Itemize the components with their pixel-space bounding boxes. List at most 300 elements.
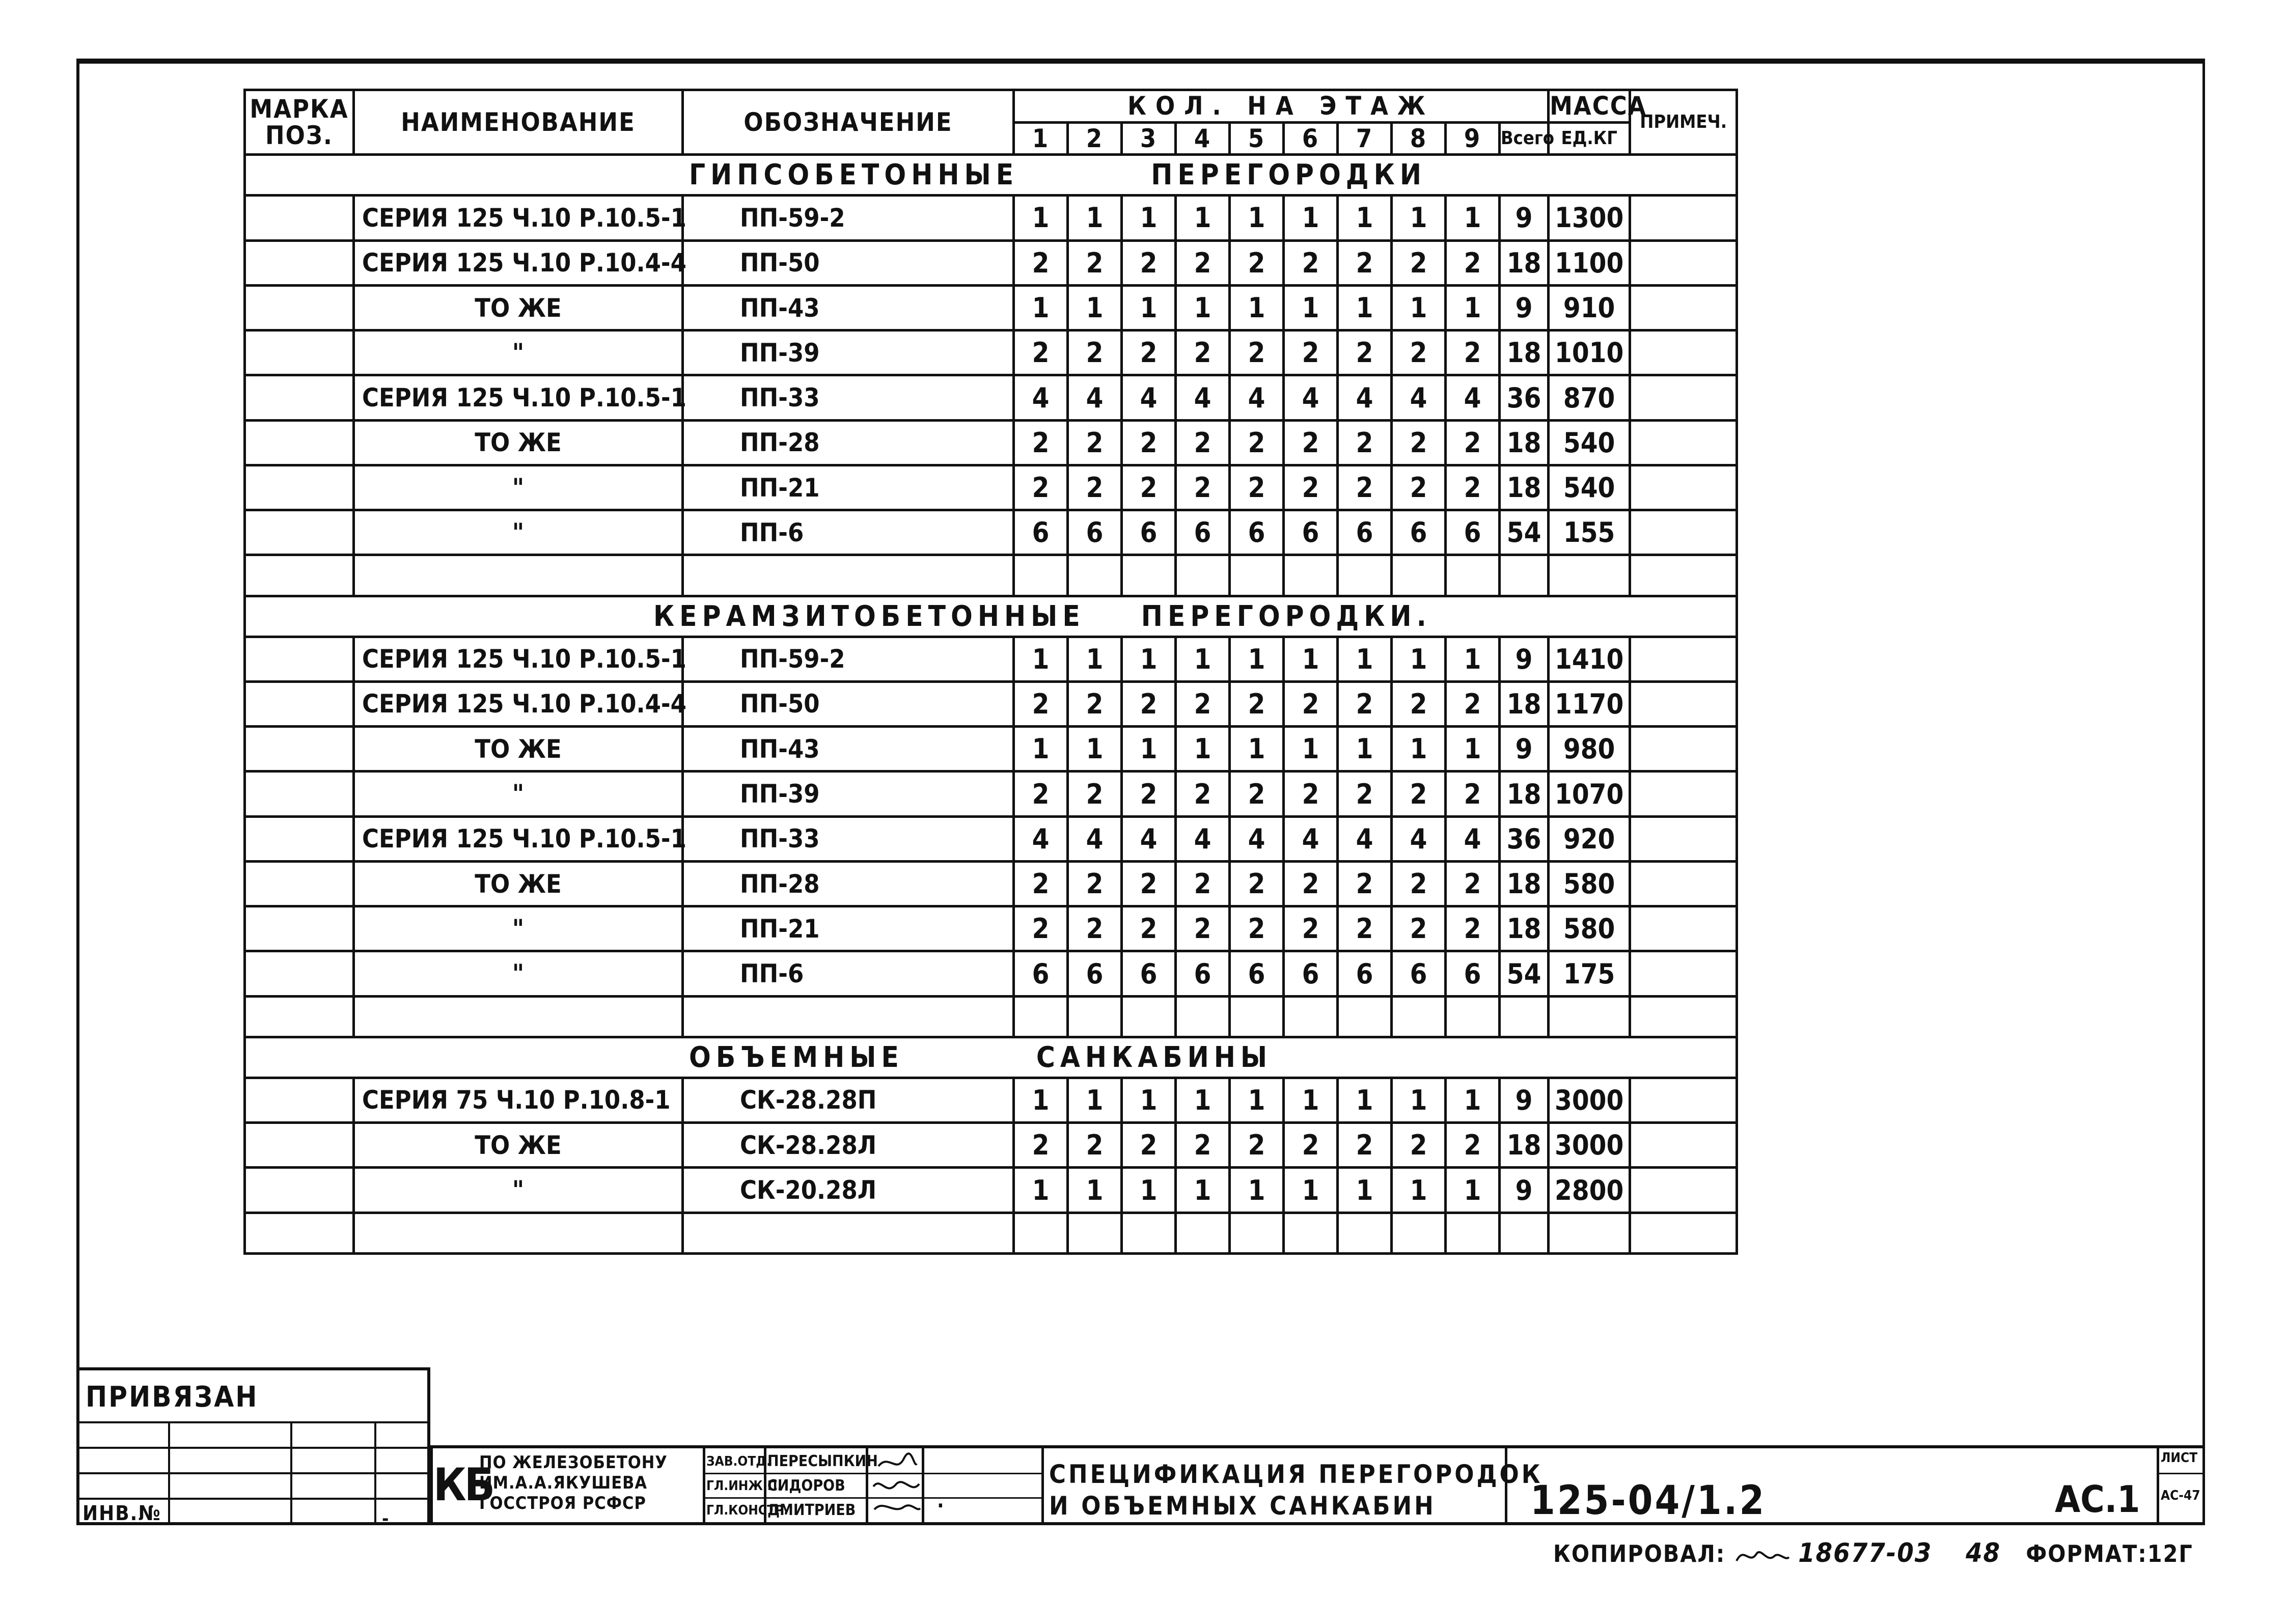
- col-header-floor: 2: [1068, 122, 1122, 155]
- name-cell: ": [354, 1168, 683, 1213]
- qty-cell: 2: [1230, 681, 1284, 726]
- empty-cell: [245, 996, 354, 1037]
- section-row: [245, 596, 1737, 637]
- qty-cell: 1: [1446, 637, 1500, 681]
- designation-cell: ПП-39: [683, 772, 1014, 816]
- qty-cell: 2: [1446, 331, 1500, 375]
- col-header-floor: 5: [1230, 122, 1284, 155]
- qty-cell: 1: [1122, 727, 1176, 772]
- mass-cell: 175: [1549, 951, 1630, 996]
- qty-cell: 2: [1122, 420, 1176, 465]
- designation-cell: ПП-6: [683, 510, 1014, 555]
- total-cell: 18: [1500, 681, 1549, 726]
- designation-cell: ПП-59-2: [683, 196, 1014, 240]
- qty-cell: 2: [1392, 772, 1446, 816]
- qty-cell: 2: [1176, 465, 1230, 510]
- title-line: И ОБЪЕМНЫХ САНКАБИН: [1049, 1491, 1436, 1521]
- copyist-signature: [1734, 1543, 1790, 1568]
- col-header-mark: МАРКА ПОЗ.: [245, 90, 354, 155]
- qty-cell: 2: [1392, 465, 1446, 510]
- col-header-floor: 6: [1284, 122, 1338, 155]
- qty-cell: 2: [1230, 420, 1284, 465]
- name-cell: СЕРИЯ 125 Ч.10 Р.10.5-1: [354, 637, 683, 681]
- qty-cell: 1: [1230, 1168, 1284, 1213]
- empty-cell: [1122, 996, 1176, 1037]
- col-header-floor: 1: [1014, 122, 1068, 155]
- designation-cell: ПП-43: [683, 727, 1014, 772]
- empty-cell: [1068, 996, 1122, 1037]
- qty-cell: 4: [1338, 816, 1392, 861]
- rule: [290, 1421, 292, 1523]
- rule: [764, 1448, 766, 1525]
- qty-cell: 6: [1068, 510, 1122, 555]
- qty-cell: 2: [1176, 861, 1230, 906]
- qty-cell: 2: [1068, 861, 1122, 906]
- qty-cell: 1: [1014, 1078, 1068, 1122]
- empty-cell: [1176, 996, 1230, 1037]
- name-cell: ТО ЖЕ: [354, 285, 683, 330]
- empty-cell: [1549, 555, 1630, 596]
- designation-cell: ПП-6: [683, 951, 1014, 996]
- qty-cell: 4: [1176, 375, 1230, 420]
- person-name: ДМИТРИЕВ: [767, 1501, 856, 1519]
- name-cell: ": [354, 951, 683, 996]
- qty-cell: 2: [1284, 240, 1338, 285]
- qty-cell: 1: [1068, 196, 1122, 240]
- total-cell: 9: [1500, 196, 1549, 240]
- section-title: [245, 596, 1737, 637]
- empty-cell: [1500, 555, 1549, 596]
- total-cell: 18: [1500, 906, 1549, 951]
- qty-cell: 2: [1122, 240, 1176, 285]
- mark-cell: [245, 816, 354, 861]
- mass-cell: 1070: [1549, 772, 1630, 816]
- note-cell: [1630, 1078, 1737, 1122]
- empty-cell: [1549, 996, 1630, 1037]
- empty-cell: [683, 996, 1014, 1037]
- copy-number: 18677-03: [1798, 1538, 1933, 1568]
- col-header-name: НАИМЕНОВАНИЕ: [354, 90, 683, 155]
- privyazan-label: ПРИВЯЗАН: [86, 1381, 259, 1414]
- qty-cell: 1: [1284, 1078, 1338, 1122]
- designation-cell: ПП-33: [683, 375, 1014, 420]
- qty-cell: 2: [1122, 331, 1176, 375]
- table-row: [245, 510, 1737, 555]
- qty-cell: 2: [1230, 861, 1284, 906]
- qty-cell: 1: [1014, 285, 1068, 330]
- privyazan-block: [76, 1367, 430, 1523]
- mass-cell: 980: [1549, 727, 1630, 772]
- person-name: ПЕРЕСЫПКИН: [767, 1452, 878, 1470]
- qty-cell: 4: [1392, 816, 1446, 861]
- role-label: ГЛ.КОНСТР.: [706, 1503, 788, 1518]
- table-row: [245, 681, 1737, 726]
- rule: [922, 1448, 924, 1525]
- qty-cell: 1: [1122, 285, 1176, 330]
- org-line: ГОССТРОЯ РСФСР: [479, 1493, 646, 1513]
- total-cell: 54: [1500, 951, 1549, 996]
- col-header-total: Всего: [1500, 122, 1549, 155]
- qty-cell: 1: [1392, 285, 1446, 330]
- note-cell: [1630, 285, 1737, 330]
- qty-cell: 4: [1014, 375, 1068, 420]
- qty-cell: 2: [1446, 1123, 1500, 1168]
- note-cell: [1630, 420, 1737, 465]
- col-header-floor: 7: [1338, 122, 1392, 155]
- rule: [703, 1473, 1041, 1474]
- note-cell: [1630, 510, 1737, 555]
- qty-cell: 2: [1014, 465, 1068, 510]
- mass-cell: 870: [1549, 375, 1630, 420]
- qty-cell: 2: [1014, 681, 1068, 726]
- col-header-floor: 4: [1176, 122, 1230, 155]
- qty-cell: 2: [1338, 681, 1392, 726]
- qty-cell: 2: [1014, 906, 1068, 951]
- qty-cell: 2: [1284, 420, 1338, 465]
- empty-row: [245, 555, 1737, 596]
- name-cell: ТО ЖЕ: [354, 861, 683, 906]
- qty-cell: 4: [1446, 375, 1500, 420]
- empty-cell: [1284, 555, 1338, 596]
- total-cell: 18: [1500, 331, 1549, 375]
- qty-cell: 2: [1068, 681, 1122, 726]
- empty-cell: [683, 555, 1014, 596]
- note-cell: [1630, 331, 1737, 375]
- qty-cell: 1: [1446, 285, 1500, 330]
- total-cell: 36: [1500, 816, 1549, 861]
- rule: [374, 1421, 376, 1523]
- qty-cell: 2: [1284, 1123, 1338, 1168]
- table-row: [245, 816, 1737, 861]
- note-cell: [1630, 727, 1737, 772]
- list-value: АС-47: [2161, 1488, 2200, 1503]
- inventory-number-label: ИНВ.№: [82, 1502, 161, 1525]
- qty-cell: 2: [1176, 420, 1230, 465]
- qty-cell: 2: [1392, 420, 1446, 465]
- mass-cell: 2800: [1549, 1168, 1630, 1213]
- qty-cell: 2: [1176, 681, 1230, 726]
- table-row: [245, 420, 1737, 465]
- designation-cell: ПП-28: [683, 420, 1014, 465]
- empty-cell: [1014, 996, 1068, 1037]
- qty-cell: 2: [1068, 420, 1122, 465]
- qty-cell: 6: [1176, 951, 1230, 996]
- col-header-floor: 3: [1122, 122, 1176, 155]
- qty-cell: 2: [1284, 906, 1338, 951]
- qty-cell: 2: [1230, 772, 1284, 816]
- total-cell: 18: [1500, 420, 1549, 465]
- qty-cell: 6: [1338, 951, 1392, 996]
- empty-cell: [245, 1213, 354, 1253]
- qty-cell: 2: [1446, 465, 1500, 510]
- table-row: [245, 465, 1737, 510]
- mass-cell: 580: [1549, 906, 1630, 951]
- qty-cell: 1: [1014, 196, 1068, 240]
- copy-page: 48: [1965, 1538, 2001, 1568]
- specification-table: [243, 89, 1738, 1255]
- designation-cell: СК-20.28Л: [683, 1168, 1014, 1213]
- qty-cell: 2: [1014, 331, 1068, 375]
- qty-cell: 2: [1176, 906, 1230, 951]
- qty-cell: 2: [1068, 465, 1122, 510]
- table-row: [245, 196, 1737, 240]
- qty-cell: 2: [1014, 772, 1068, 816]
- section-title-a: КЕРАМЗИТОБЕТОННЫЕ: [653, 599, 1085, 633]
- qty-cell: 1: [1446, 1168, 1500, 1213]
- qty-cell: 2: [1176, 240, 1230, 285]
- name-cell: СЕРИЯ 125 Ч.10 Р.10.4-4: [354, 240, 683, 285]
- empty-cell: [1500, 1213, 1549, 1253]
- table-row: [245, 861, 1737, 906]
- qty-cell: 2: [1122, 1123, 1176, 1168]
- qty-cell: 6: [1284, 951, 1338, 996]
- total-cell: 36: [1500, 375, 1549, 420]
- empty-cell: [245, 555, 354, 596]
- rule: [430, 1448, 433, 1525]
- qty-cell: 2: [1122, 681, 1176, 726]
- total-cell: 9: [1500, 1168, 1549, 1213]
- qty-cell: 6: [1014, 510, 1068, 555]
- empty-cell: [1284, 1213, 1338, 1253]
- total-cell: 9: [1500, 1078, 1549, 1122]
- qty-cell: 2: [1338, 420, 1392, 465]
- name-cell: ТО ЖЕ: [354, 420, 683, 465]
- col-header-floor: 9: [1446, 122, 1500, 155]
- list-label: ЛИСТ: [2161, 1450, 2198, 1466]
- col-header-mass-unit: ЕД.КГ: [1549, 122, 1630, 155]
- designation-cell: ПП-50: [683, 240, 1014, 285]
- qty-cell: 4: [1392, 375, 1446, 420]
- qty-cell: 4: [1230, 375, 1284, 420]
- qty-cell: 2: [1284, 772, 1338, 816]
- mark-cell: [245, 772, 354, 816]
- mark-cell: [245, 1078, 354, 1122]
- qty-cell: 4: [1014, 816, 1068, 861]
- rule: [168, 1421, 170, 1523]
- qty-cell: 6: [1230, 951, 1284, 996]
- name-cell: СЕРИЯ 75 Ч.10 Р.10.8-1: [354, 1078, 683, 1122]
- qty-cell: 1: [1284, 196, 1338, 240]
- total-cell: 18: [1500, 240, 1549, 285]
- qty-cell: 2: [1230, 1123, 1284, 1168]
- qty-cell: 2: [1446, 420, 1500, 465]
- qty-cell: 2: [1068, 772, 1122, 816]
- empty-cell: [1338, 996, 1392, 1037]
- empty-cell: [1392, 996, 1446, 1037]
- table-row: [245, 637, 1737, 681]
- empty-cell: [1176, 1213, 1230, 1253]
- mass-cell: 3000: [1549, 1123, 1630, 1168]
- total-cell: 18: [1500, 1123, 1549, 1168]
- mass-cell: 580: [1549, 861, 1630, 906]
- qty-cell: 1: [1392, 727, 1446, 772]
- qty-cell: 2: [1176, 331, 1230, 375]
- qty-cell: 6: [1122, 951, 1176, 996]
- document-code: 125-04/1.2: [1530, 1478, 1767, 1524]
- mark-cell: [245, 420, 354, 465]
- empty-cell: [1230, 555, 1284, 596]
- mark-cell: [245, 1168, 354, 1213]
- mark-cell: [245, 465, 354, 510]
- note-cell: [1630, 681, 1737, 726]
- designation-cell: ПП-21: [683, 465, 1014, 510]
- qty-cell: 2: [1338, 861, 1392, 906]
- qty-cell: 1: [1338, 196, 1392, 240]
- qty-cell: 1: [1230, 196, 1284, 240]
- mark-cell: [245, 861, 354, 906]
- qty-cell: 4: [1068, 375, 1122, 420]
- rule: [1505, 1448, 1507, 1525]
- note-cell: [1630, 951, 1737, 996]
- col-header-mass: МАССА: [1549, 90, 1630, 123]
- qty-cell: 2: [1014, 240, 1068, 285]
- qty-cell: 2: [1122, 772, 1176, 816]
- mark-cell: [245, 510, 354, 555]
- qty-cell: 1: [1230, 1078, 1284, 1122]
- qty-cell: 1: [1122, 637, 1176, 681]
- table-row: [245, 951, 1737, 996]
- qty-cell: 4: [1284, 375, 1338, 420]
- designation-cell: ПП-28: [683, 861, 1014, 906]
- note-cell: [1630, 1168, 1737, 1213]
- organization-name: [479, 1452, 668, 1513]
- name-cell: СЕРИЯ 125 Ч.10 Р.10.5-1: [354, 816, 683, 861]
- qty-cell: 2: [1338, 772, 1392, 816]
- format-label: ФОРМАТ:12Г: [2026, 1540, 2193, 1567]
- qty-cell: 2: [1122, 465, 1176, 510]
- qty-cell: 4: [1122, 375, 1176, 420]
- qty-cell: 2: [1122, 861, 1176, 906]
- note-cell: [1630, 196, 1737, 240]
- inventory-dash: -: [382, 1508, 389, 1529]
- empty-cell: [1338, 1213, 1392, 1253]
- qty-cell: 1: [1176, 285, 1230, 330]
- empty-cell: [1392, 1213, 1446, 1253]
- empty-cell: [1176, 555, 1230, 596]
- name-cell: СЕРИЯ 125 Ч.10 Р.10.5-1: [354, 375, 683, 420]
- qty-cell: 1: [1446, 727, 1500, 772]
- header-row: [245, 90, 1737, 123]
- note-cell: [1630, 861, 1737, 906]
- qty-cell: 2: [1284, 465, 1338, 510]
- qty-cell: 2: [1446, 861, 1500, 906]
- rule: [2157, 1448, 2159, 1525]
- qty-cell: 1: [1122, 1078, 1176, 1122]
- total-cell: 9: [1500, 727, 1549, 772]
- note-cell: [1630, 240, 1737, 285]
- qty-cell: 1: [1392, 1078, 1446, 1122]
- name-cell: СЕРИЯ 125 Ч.10 Р.10.4-4: [354, 681, 683, 726]
- empty-cell: [1446, 555, 1500, 596]
- qty-cell: 2: [1284, 331, 1338, 375]
- qty-cell: 1: [1014, 727, 1068, 772]
- note-cell: [1630, 772, 1737, 816]
- qty-cell: 1: [1284, 637, 1338, 681]
- note-cell: [1630, 375, 1737, 420]
- qty-cell: 1: [1176, 1168, 1230, 1213]
- qty-cell: 1: [1068, 1078, 1122, 1122]
- qty-cell: 1: [1176, 727, 1230, 772]
- empty-cell: [1122, 555, 1176, 596]
- qty-cell: 2: [1284, 681, 1338, 726]
- qty-cell: 2: [1068, 906, 1122, 951]
- empty-cell: [1630, 1213, 1737, 1253]
- designation-cell: ПП-59-2: [683, 637, 1014, 681]
- qty-cell: 4: [1176, 816, 1230, 861]
- qty-cell: 2: [1446, 240, 1500, 285]
- qty-cell: 1: [1338, 727, 1392, 772]
- qty-cell: 2: [1338, 240, 1392, 285]
- empty-cell: [1122, 1213, 1176, 1253]
- name-cell: ТО ЖЕ: [354, 1123, 683, 1168]
- empty-cell: [1230, 1213, 1284, 1253]
- rule: [2157, 1473, 2205, 1474]
- empty-cell: [354, 555, 683, 596]
- qty-cell: 2: [1176, 1123, 1230, 1168]
- col-header-designation: ОБОЗНАЧЕНИЕ: [683, 90, 1014, 155]
- qty-cell: 2: [1014, 1123, 1068, 1168]
- mark-cell: [245, 906, 354, 951]
- copy-line: [1553, 1538, 2193, 1568]
- rule: [1041, 1448, 1044, 1525]
- qty-cell: 2: [1338, 331, 1392, 375]
- org-line: ИМ.А.А.ЯКУШЕВА: [479, 1473, 648, 1493]
- section-title-a: ОБЪЕМНЫЕ: [689, 1040, 904, 1074]
- mark-cell: [245, 727, 354, 772]
- empty-cell: [1500, 996, 1549, 1037]
- note-cell: [1630, 465, 1737, 510]
- mass-cell: 540: [1549, 465, 1630, 510]
- designation-cell: ПП-50: [683, 681, 1014, 726]
- name-cell: ": [354, 465, 683, 510]
- designation-cell: СК-28.28П: [683, 1078, 1014, 1122]
- qty-cell: 1: [1122, 196, 1176, 240]
- section-title: [245, 155, 1737, 196]
- qty-cell: 6: [1338, 510, 1392, 555]
- empty-cell: [1014, 555, 1068, 596]
- name-cell: ": [354, 772, 683, 816]
- mass-cell: 910: [1549, 285, 1630, 330]
- qty-cell: 1: [1284, 727, 1338, 772]
- qty-cell: 1: [1392, 196, 1446, 240]
- qty-cell: 1: [1230, 727, 1284, 772]
- qty-cell: 4: [1068, 816, 1122, 861]
- empty-cell: [354, 1213, 683, 1253]
- qty-cell: 1: [1230, 637, 1284, 681]
- mass-cell: 1100: [1549, 240, 1630, 285]
- qty-cell: 1: [1068, 727, 1122, 772]
- mass-cell: 3000: [1549, 1078, 1630, 1122]
- role-label: ГЛ.ИНЖ.П.: [706, 1478, 782, 1494]
- qty-cell: 4: [1284, 816, 1338, 861]
- qty-cell: 1: [1338, 285, 1392, 330]
- qty-cell: 2: [1446, 906, 1500, 951]
- qty-cell: 1: [1176, 1078, 1230, 1122]
- mark-cell: [245, 285, 354, 330]
- title-stamp: [430, 1445, 2205, 1525]
- org-line: ПО ЖЕЛЕЗОБЕТОНУ: [479, 1452, 668, 1473]
- total-cell: 54: [1500, 510, 1549, 555]
- section-title-b: ПЕРЕГОРОДКИ: [1151, 158, 1426, 192]
- mark-cell: [245, 1123, 354, 1168]
- section-title-a: ГИПСОБЕТОННЫЕ: [689, 158, 1019, 192]
- qty-cell: 1: [1338, 1078, 1392, 1122]
- total-cell: 18: [1500, 465, 1549, 510]
- qty-cell: 1: [1392, 637, 1446, 681]
- qty-cell: 6: [1230, 510, 1284, 555]
- qty-cell: 1: [1068, 637, 1122, 681]
- qty-cell: 4: [1230, 816, 1284, 861]
